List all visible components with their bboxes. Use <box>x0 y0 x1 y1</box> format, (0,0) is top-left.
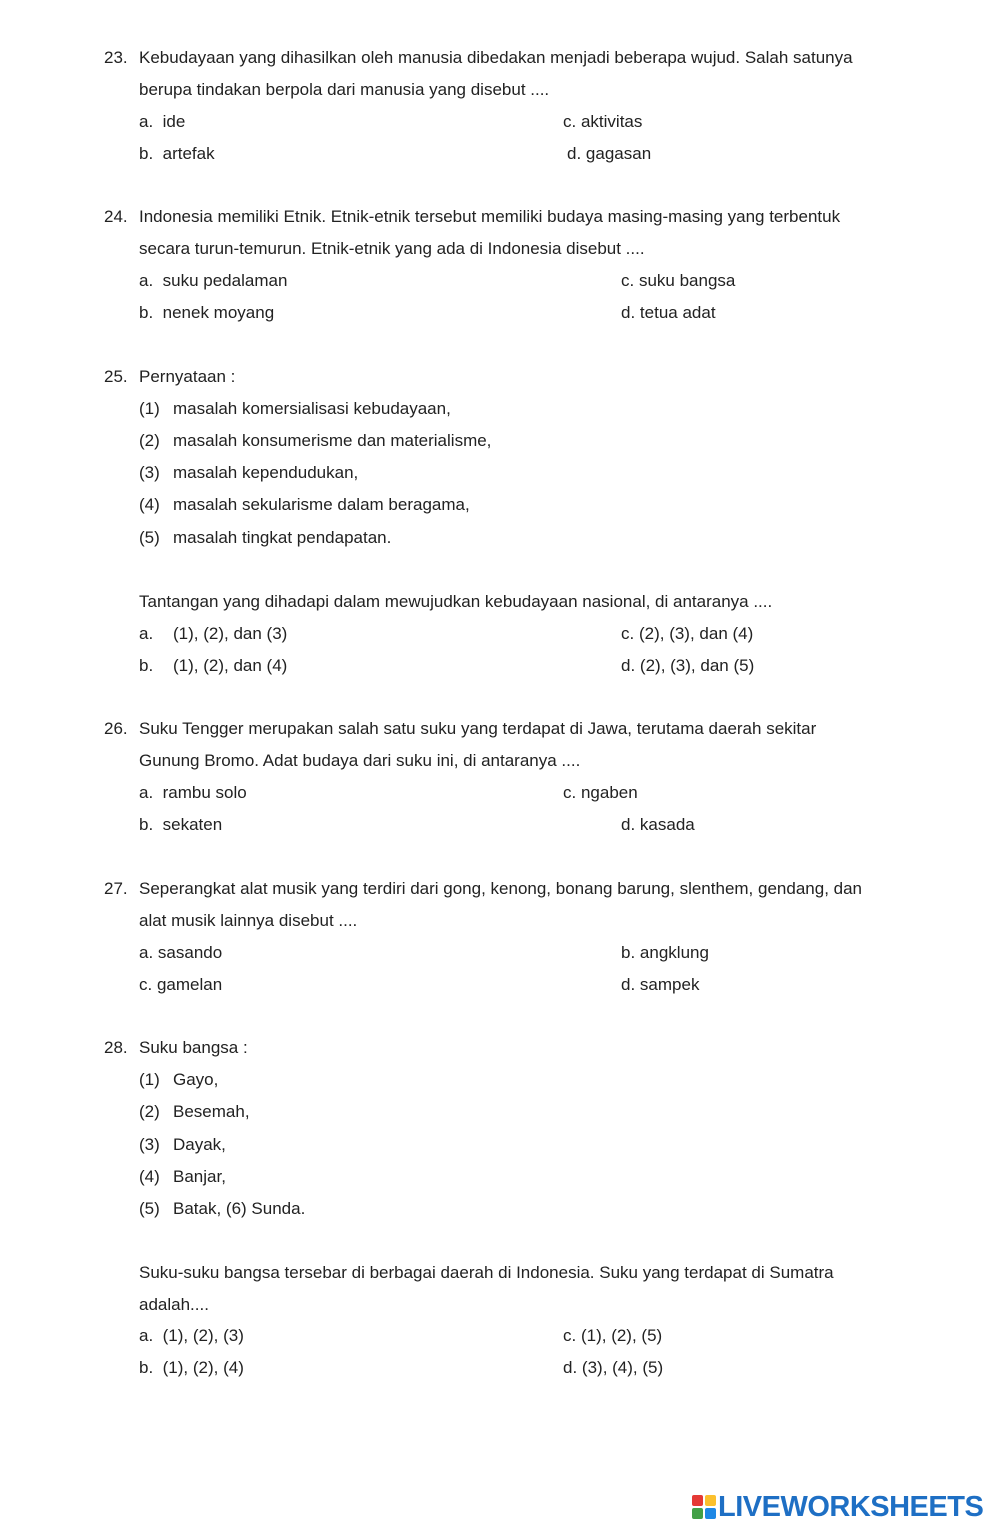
option-text: (1), (2), (4) <box>162 1358 244 1377</box>
q27-option-b[interactable] <box>621 943 709 963</box>
option-letter: c. <box>621 624 635 643</box>
q25-option-a[interactable] <box>139 624 153 644</box>
q25-option-b-text[interactable]: (1), (2), dan (4) <box>173 656 288 675</box>
option-letter: d. <box>621 975 636 994</box>
q26-text-line1: Suku Tengger merupakan salah satu suku yang terdapat di Jawa, terutama daerah sekitar <box>139 719 817 738</box>
q25-statement-4-text: masalah sekularisme dalam beragama, <box>173 495 470 514</box>
q24-option-c[interactable] <box>621 271 735 291</box>
q23-text-line1: Kebudayaan yang dihasilkan oleh manusia dibedakan menjadi beberapa wujud. Salah satunya <box>139 48 853 67</box>
q23-option-b[interactable] <box>139 144 215 164</box>
option-text: (3), (4), (5) <box>581 1358 664 1377</box>
option-letter: b. <box>139 303 154 322</box>
q25-statement-1-text: masalah komersialisasi kebudayaan, <box>173 399 451 418</box>
q23-option-c[interactable] <box>563 112 642 132</box>
option-letter: a. <box>139 783 154 802</box>
q24-text-line1: Indonesia memiliki Etnik. Etnik-etnik tersebut memiliki budaya masing-masing yang terbentuk <box>139 207 841 226</box>
option-letter: c. <box>139 975 153 994</box>
option-text: suku bangsa <box>638 271 736 290</box>
q28-question-line2: adalah.... <box>139 1295 209 1314</box>
liveworksheets-logo-icon <box>692 1495 716 1519</box>
q25-statement-2-text: masalah konsumerisme dan materialisme, <box>173 431 492 450</box>
q25-statement-3-text: masalah kependudukan, <box>173 463 359 482</box>
q28-statement-3-num: (3) <box>139 1135 160 1154</box>
option-text: (1), (2), (5) <box>580 1326 663 1345</box>
option-text: ide <box>162 112 186 131</box>
option-letter: a. <box>139 271 154 290</box>
option-text: artefak <box>162 144 215 163</box>
option-text: rambu solo <box>162 783 247 802</box>
option-letter: d. <box>567 144 582 163</box>
q25-statement-1-num: (1) <box>139 399 160 418</box>
option-text: sampek <box>639 975 700 994</box>
option-text: angklung <box>639 943 709 962</box>
option-letter: c. <box>621 271 635 290</box>
q25-option-b[interactable] <box>139 656 153 676</box>
option-letter: d. <box>621 303 636 322</box>
liveworksheets-logo <box>692 1492 983 1522</box>
q26-option-d[interactable] <box>621 815 695 835</box>
liveworksheets-logo-text: LIVEWORKSHEETS <box>718 1490 984 1523</box>
q23-option-a[interactable] <box>139 112 185 132</box>
option-letter: a. <box>139 112 154 131</box>
option-text: aktivitas <box>580 112 643 131</box>
q25-option-d[interactable] <box>621 656 754 676</box>
option-text: suku pedalaman <box>162 271 288 290</box>
option-letter: c. <box>563 1326 577 1345</box>
q25-option-c[interactable] <box>621 624 753 644</box>
option-letter: b. <box>139 656 154 675</box>
q27-option-c[interactable] <box>139 975 222 995</box>
q23-number: 23. <box>104 48 128 67</box>
q24-option-d[interactable] <box>621 303 716 323</box>
q27-number: 27. <box>104 879 128 898</box>
option-letter: a. <box>139 943 154 962</box>
q25-intro: Pernyataan : <box>139 367 236 386</box>
q24-number: 24. <box>104 207 128 226</box>
q28-statement-2-text: Besemah, <box>173 1102 250 1121</box>
q23-option-d[interactable] <box>567 144 651 164</box>
option-letter: d. <box>621 815 636 834</box>
option-letter: c. <box>563 783 577 802</box>
option-letter: b. <box>139 815 154 834</box>
q28-option-c[interactable] <box>563 1326 662 1346</box>
q28-statement-5-num: (5) <box>139 1199 160 1218</box>
option-text: nenek moyang <box>162 303 275 322</box>
q26-text-line2: Gunung Bromo. Adat budaya dari suku ini, di antaranya .... <box>139 751 581 770</box>
option-letter: b. <box>621 943 636 962</box>
q28-option-d[interactable] <box>563 1358 663 1378</box>
q28-option-a[interactable] <box>139 1326 244 1346</box>
q26-number: 26. <box>104 719 128 738</box>
q24-text-line2: secara turun-temurun. Etnik-etnik yang ada di Indonesia disebut .... <box>139 239 645 258</box>
q25-statement-2-num: (2) <box>139 431 160 450</box>
q24-option-a[interactable] <box>139 271 287 291</box>
option-text: (1), (2), (3) <box>162 1326 244 1345</box>
q25-statement-5-num: (5) <box>139 528 160 547</box>
option-letter: a. <box>139 624 154 643</box>
option-letter: b. <box>139 1358 154 1377</box>
q25-option-a-text[interactable]: (1), (2), dan (3) <box>173 624 288 643</box>
q28-statement-4-num: (4) <box>139 1167 160 1186</box>
option-letter: a. <box>139 1326 154 1345</box>
option-text: (2), (3), dan (5) <box>639 656 755 675</box>
q27-option-d[interactable] <box>621 975 699 995</box>
option-letter: d. <box>621 656 636 675</box>
q28-statement-1-num: (1) <box>139 1070 160 1089</box>
q28-statement-3-text: Dayak, <box>173 1135 226 1154</box>
option-text: sasando <box>157 943 223 962</box>
option-text: tetua adat <box>639 303 716 322</box>
q25-statement-5-text: masalah tingkat pendapatan. <box>173 528 392 547</box>
option-letter: b. <box>139 144 154 163</box>
q28-intro: Suku bangsa : <box>139 1038 248 1057</box>
option-letter: d. <box>563 1358 578 1377</box>
q28-statement-2-num: (2) <box>139 1102 160 1121</box>
q27-text-line1: Seperangkat alat musik yang terdiri dari gong, kenong, bonang barung, slenthem, gendang, dan <box>139 879 862 898</box>
q27-option-a[interactable] <box>139 943 222 963</box>
q28-statement-4-text: Banjar, <box>173 1167 226 1186</box>
q26-option-a[interactable] <box>139 783 247 803</box>
q23-text-line2: berupa tindakan berpola dari manusia yang disebut .... <box>139 80 550 99</box>
q27-text-line2: alat musik lainnya disebut .... <box>139 911 358 930</box>
q28-question-line1: Suku-suku bangsa tersebar di berbagai daerah di Indonesia. Suku yang terdapat di Sumatra <box>139 1263 834 1282</box>
q26-option-c[interactable] <box>563 783 638 803</box>
option-letter: c. <box>563 112 577 131</box>
option-text: (2), (3), dan (4) <box>638 624 754 643</box>
q25-statement-4-num: (4) <box>139 495 160 514</box>
option-text: kasada <box>639 815 695 834</box>
q28-statement-5-text: Batak, (6) Sunda. <box>173 1199 306 1218</box>
option-text: ngaben <box>580 783 638 802</box>
option-text: sekaten <box>162 815 223 834</box>
q25-number: 25. <box>104 367 128 386</box>
q28-number: 28. <box>104 1038 128 1057</box>
q26-option-b[interactable] <box>139 815 222 835</box>
q25-statement-3-num: (3) <box>139 463 160 482</box>
q28-statement-1-text: Gayo, <box>173 1070 219 1089</box>
q24-option-b[interactable] <box>139 303 274 323</box>
q25-question: Tantangan yang dihadapi dalam mewujudkan kebudayaan nasional, di antaranya .... <box>139 592 773 611</box>
option-text: gagasan <box>585 144 652 163</box>
q28-option-b[interactable] <box>139 1358 244 1378</box>
option-text: gamelan <box>156 975 223 994</box>
